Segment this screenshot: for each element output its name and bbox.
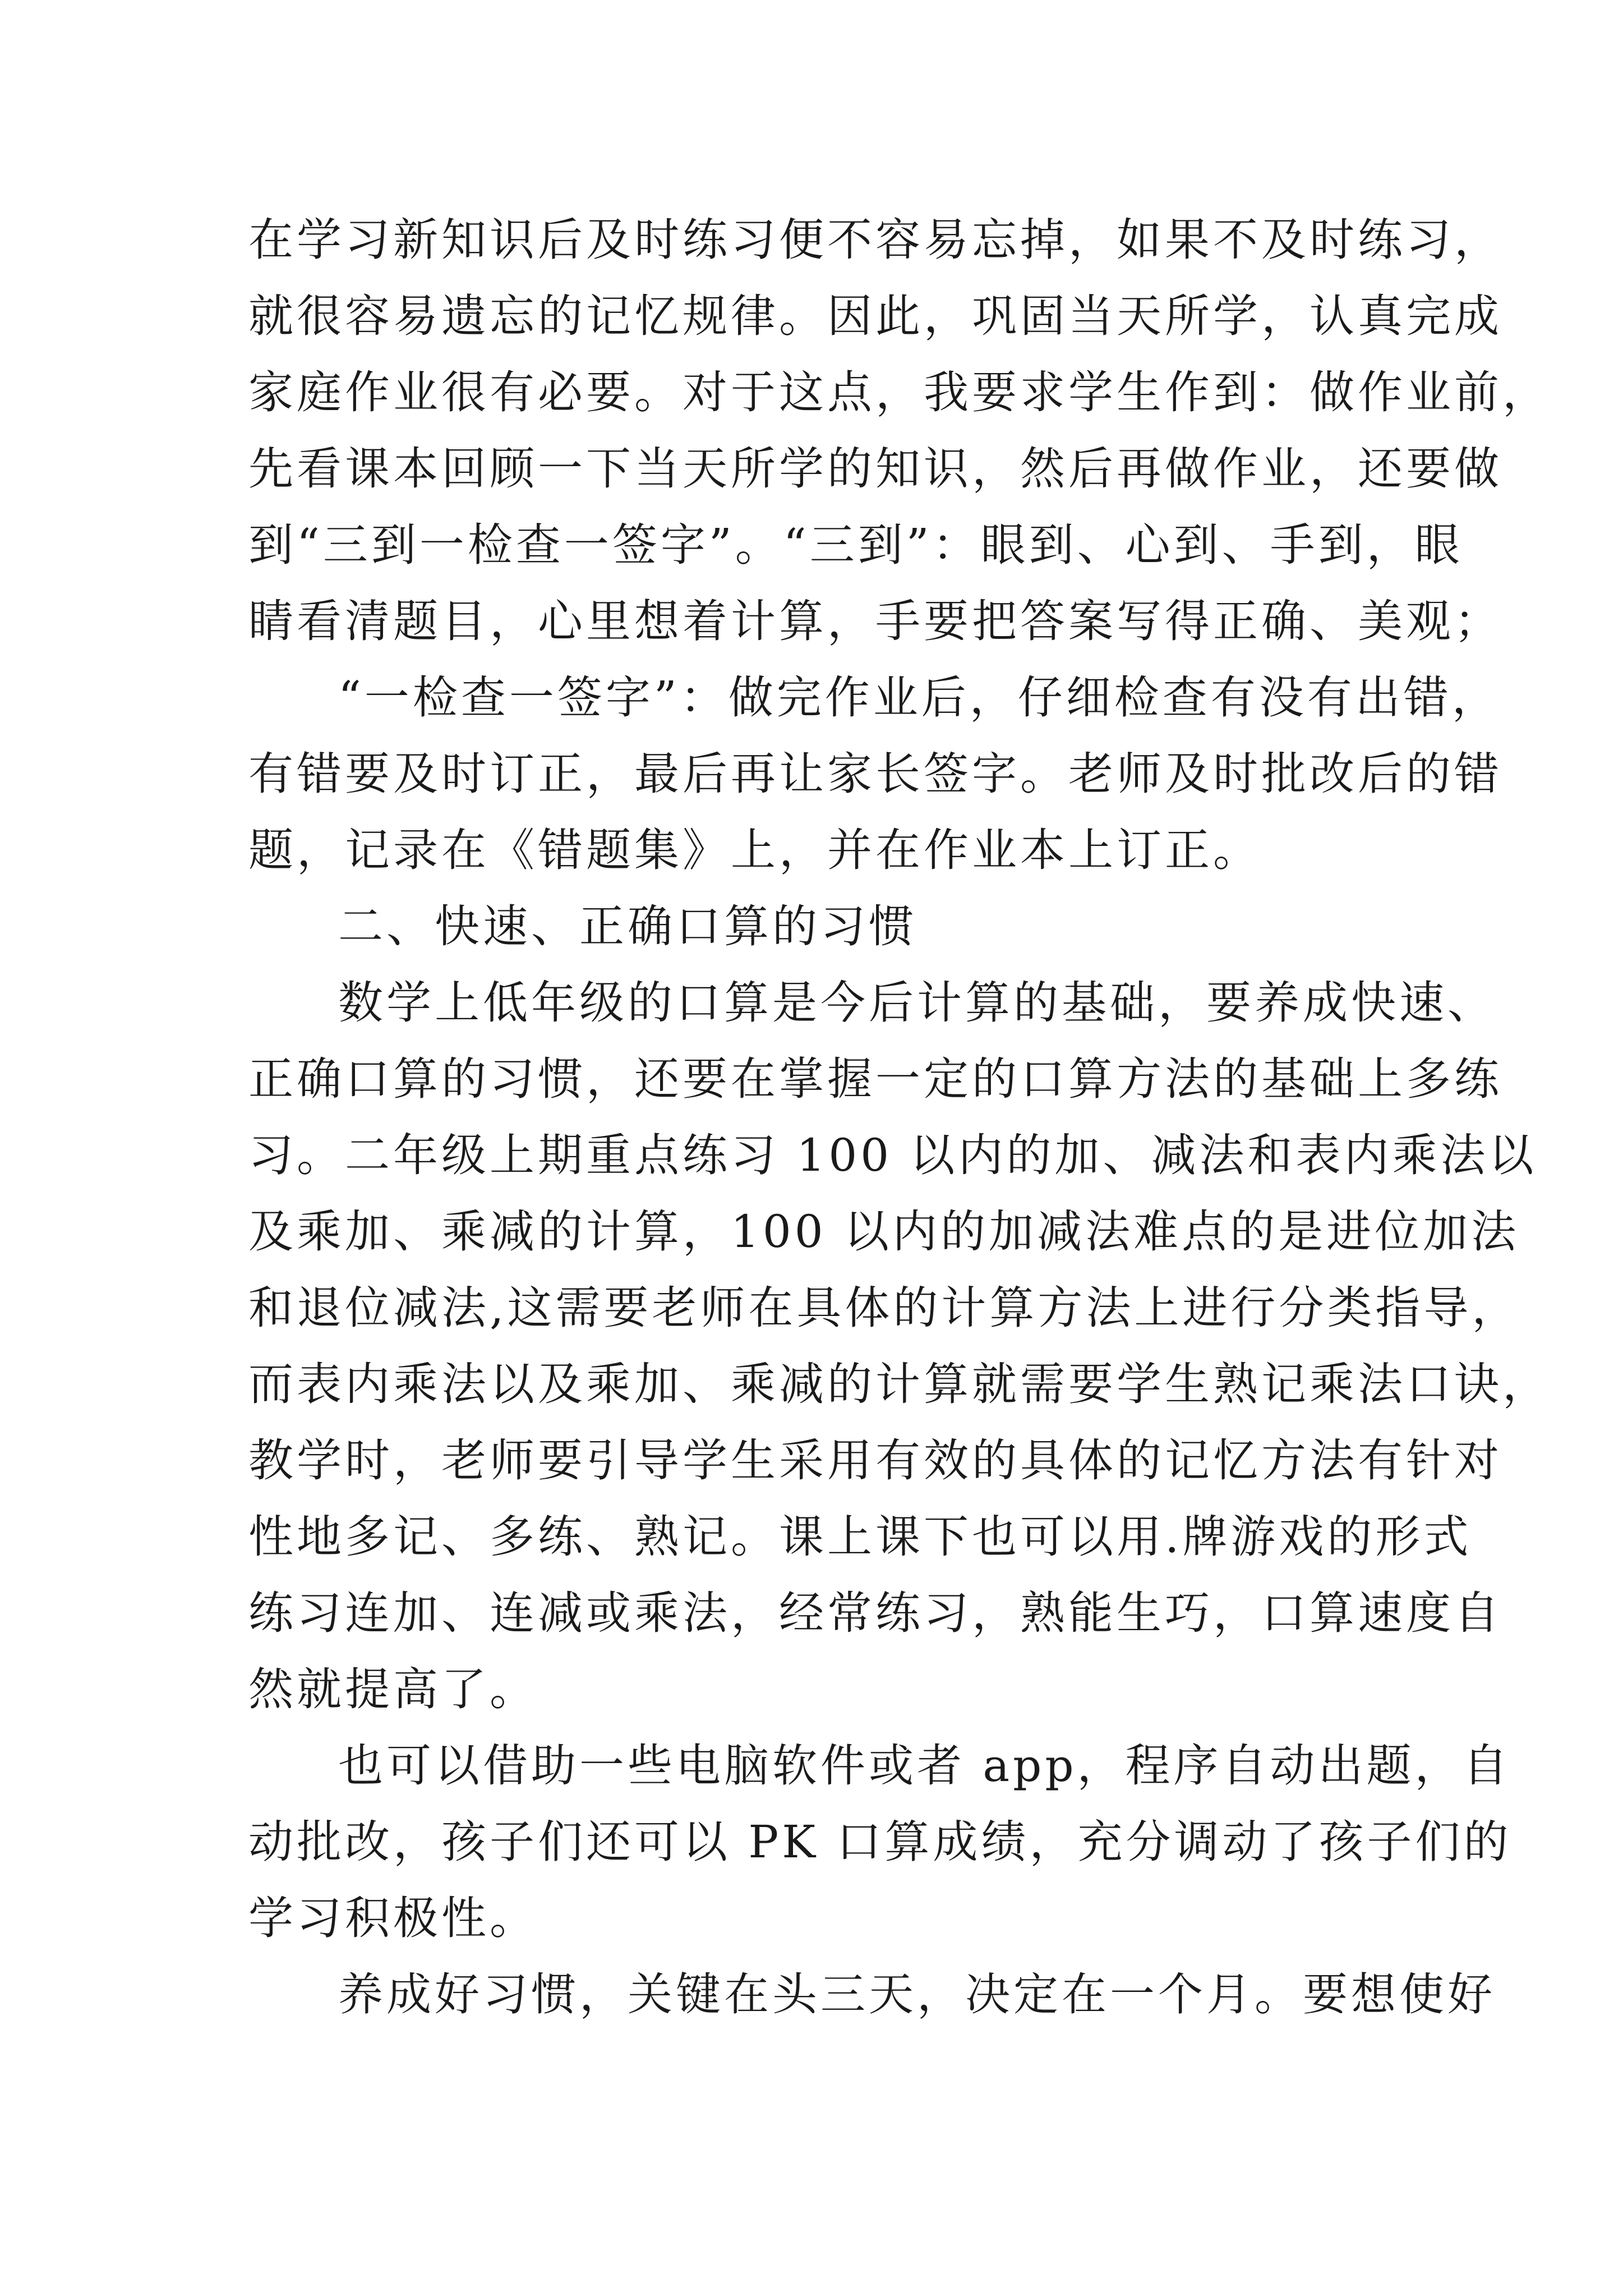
text-line: “一检查一签字”：做完作业后，仔细检查有没有出错， xyxy=(338,671,1500,724)
text-line: 学习积极性。 xyxy=(248,1892,538,1944)
text-line: 教学时，老师要引导学生采用有效的具体的记忆方法有针对 xyxy=(248,1434,1502,1487)
text-line: 和退位减法,这需要老师在具体的计算方法上进行分类指导， xyxy=(248,1282,1520,1334)
text-line: 有错要及时订正，最后再让家长签字。老师及时批改后的错 xyxy=(248,748,1502,800)
document-body xyxy=(248,202,1551,2033)
text-line: 而表内乘法以及乘加、乘减的计算就需要学生熟记乘法口诀， xyxy=(248,1358,1551,1410)
text-line: 先看课本回顾一下当天所学的知识，然后再做作业，还要做 xyxy=(248,443,1502,495)
text-line: 然就提高了。 xyxy=(248,1663,538,1715)
text-line: 家庭作业很有必要。对于这点，我要求学生作到：做作业前， xyxy=(248,366,1551,418)
text-line: 在学习新知识后及时练习便不容易忘掉，如果不及时练习， xyxy=(248,214,1502,266)
text-line: 练习连加、连减或乘法，经常练习，熟能生巧，口算速度自 xyxy=(248,1587,1502,1639)
text-line: 性地多记、多练、熟记。课上课下也可以用.牌游戏的形式 xyxy=(248,1511,1472,1563)
text-line: 就很容易遗忘的记忆规律。因此，巩固当天所学，认真完成 xyxy=(248,290,1502,342)
text-line: 及乘加、乘减的计算，100 以内的加减法难点的是进位加法 xyxy=(248,1205,1520,1258)
text-line: 数学上低年级的口算是今后计算的基础，要养成快速、 xyxy=(338,977,1496,1029)
section-heading: 二、快速、正确口算的习惯 xyxy=(338,900,917,953)
text-line: 养成好习惯，关键在头三天，决定在一个月。要想使好 xyxy=(338,1968,1496,2021)
text-line: 题，记录在《错题集》上，并在作业本上订正。 xyxy=(248,824,1261,876)
text-line: 动批改，孩子们还可以 PK 口算成绩，充分调动了孩子们的 xyxy=(248,1816,1512,1868)
text-line: 到“三到一检查一签字”。“三到”：眼到、心到、手到，眼 xyxy=(248,519,1463,571)
text-line: 习。二年级上期重点练习 100 以内的加、减法和表内乘法以 xyxy=(248,1129,1537,1181)
text-line: 睛看清题目，心里想着计算，手要把答案写得正确、美观； xyxy=(248,595,1502,647)
text-line: 正确口算的习惯，还要在掌握一定的口算方法的基础上多练 xyxy=(248,1053,1502,1105)
text-line: 也可以借助一些电脑软件或者 app，程序自动出题，自 xyxy=(338,1740,1511,1792)
